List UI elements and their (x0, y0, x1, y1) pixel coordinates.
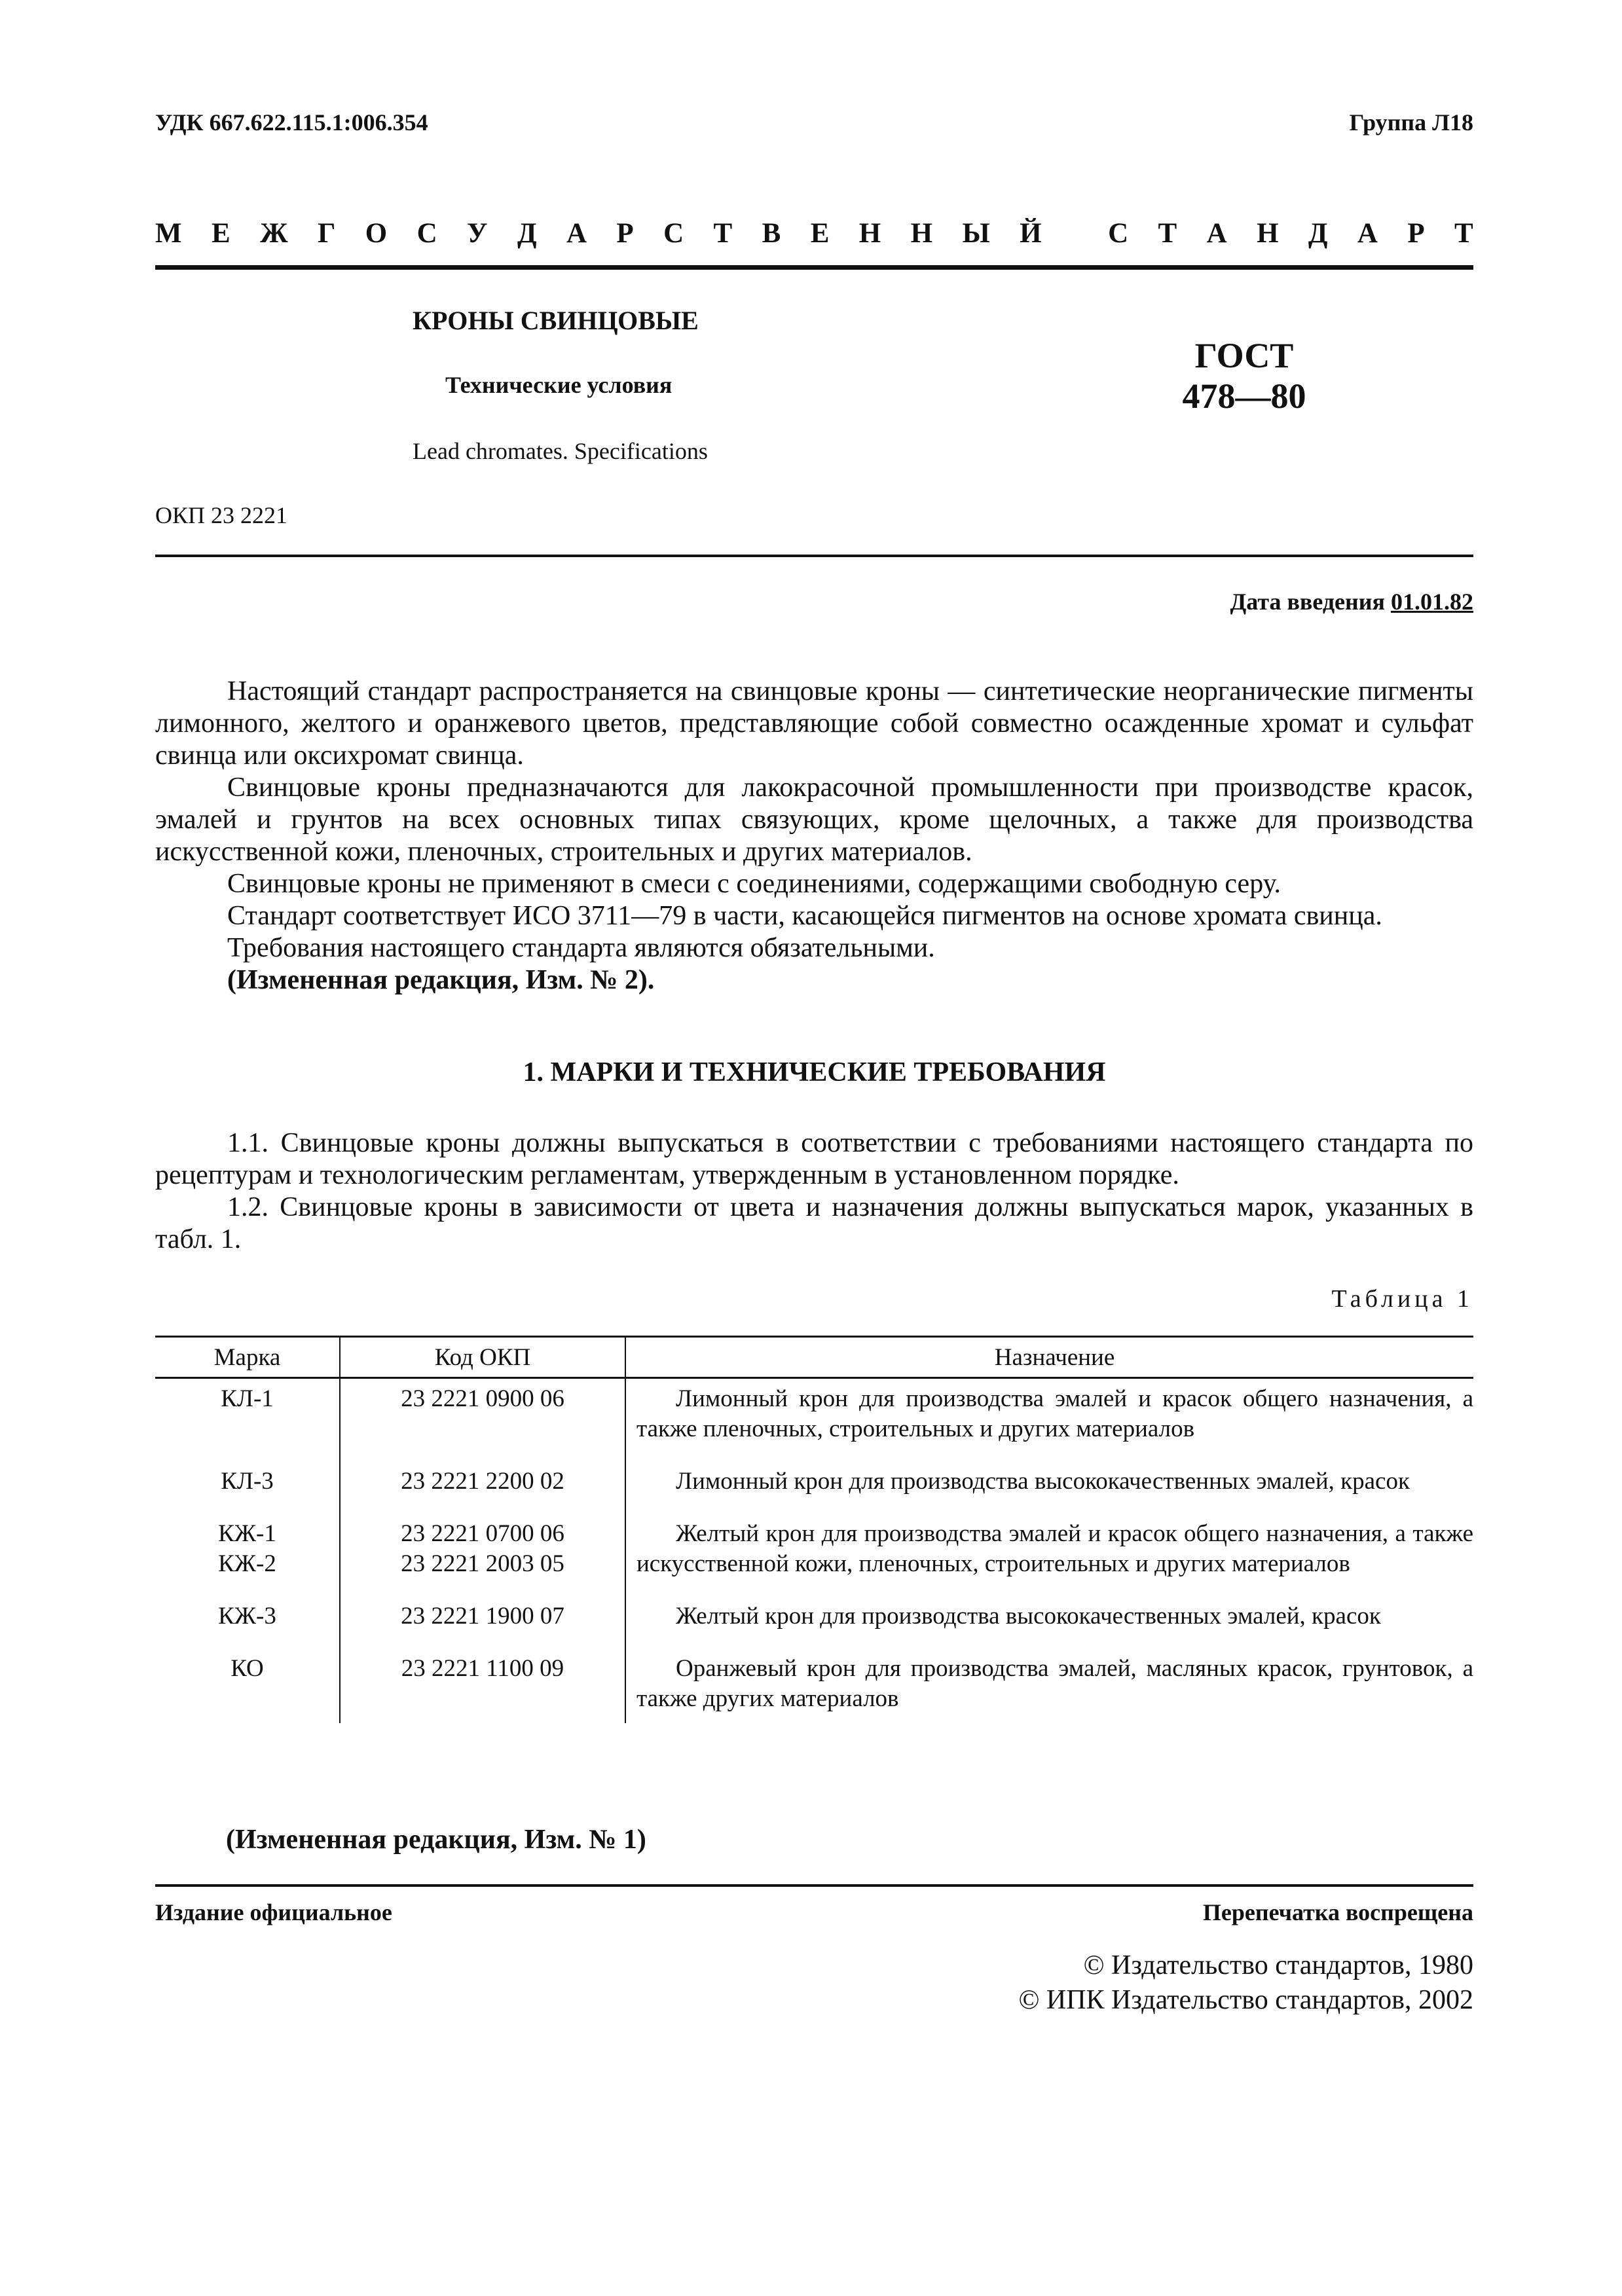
banner-letter: А (1357, 218, 1378, 249)
footer-rule (155, 1884, 1473, 1887)
cell-mark: КЛ-1 (155, 1378, 340, 1454)
clause-1-2: 1.2. Свинцовые кроны в зависимости от цвета и назначения должны выпускаться марок, указанных в табл. 1. (155, 1192, 1473, 1254)
grades-table (155, 1336, 1473, 1723)
cell-code: 23 2221 1900 07 (340, 1588, 625, 1641)
date-value: 01.01.82 (1391, 589, 1473, 615)
header-divider (155, 555, 1473, 557)
amendment-note-1: (Измененная редакция, Изм. № 1) (226, 1825, 646, 1855)
cell-code: 23 2221 1100 09 (340, 1641, 625, 1723)
gost-label: ГОСТ (1194, 336, 1294, 375)
header-mark: Марка (155, 1337, 340, 1378)
cell-mark: КО (155, 1641, 340, 1723)
introduction-date (1230, 588, 1474, 615)
cell-purpose: Лимонный крон для производства эмалей и красок общего назначения, а также пленочных, строительных и других материалов (636, 1385, 1473, 1442)
banner-letter: А (566, 218, 587, 249)
banner-letter: С (416, 218, 437, 249)
cell-code: 23 2221 0900 06 (340, 1378, 625, 1454)
copyright-1980: © Издательство стандартов, 1980 (1083, 1950, 1473, 1980)
standard-banner (155, 217, 1473, 249)
table-row (155, 1588, 1473, 1641)
section-clauses (155, 1127, 1473, 1256)
banner-letter: Д (1308, 218, 1328, 249)
banner-letter: Ы (962, 218, 990, 249)
cell-purpose: Желтый крон для производства высококачественных эмалей, красок (676, 1603, 1381, 1630)
banner-letter: Й (1020, 218, 1042, 249)
intro-text (155, 676, 1473, 996)
banner-letter: Д (517, 218, 537, 249)
banner-letter: С (1108, 218, 1129, 249)
banner-letter: Р (616, 218, 634, 249)
cell-code: 23 2221 2200 02 (340, 1453, 625, 1506)
banner-letter: Т (1454, 218, 1473, 249)
banner-gap (1071, 217, 1078, 249)
banner-letter: Н (1257, 218, 1279, 249)
banner-letter: Г (317, 218, 336, 249)
reprint-notice: Перепечатка воспрещена (1202, 1899, 1473, 1925)
cell-purpose: Желтый крон для производства эмалей и красок общего назначения, а также искусственной кожи, пленочных, строительных и других материалов (636, 1520, 1473, 1577)
group-code: Группа Л18 (1349, 109, 1473, 136)
intro-paragraph: Стандарт соответствует ИСО 3711—79 в части, касающейся пигментов на основе хромата свинца. (227, 901, 1382, 931)
table-row (155, 1453, 1473, 1506)
banner-letter: Р (1407, 218, 1425, 249)
copyright-2002: © ИПК Издательство стандартов, 2002 (1018, 1985, 1473, 2015)
table-row (155, 1641, 1473, 1723)
document-subtitle: Технические условия (445, 372, 673, 398)
udk-code: УДК 667.622.115.1:006.354 (155, 109, 428, 136)
banner-letter: Н (858, 218, 881, 249)
intro-paragraph: Требования настоящего стандарта являются обязательными. (227, 933, 935, 963)
amendment-note-2: (Измененная редакция, Изм. № 2). (227, 965, 655, 995)
banner-letter: У (467, 218, 488, 249)
banner-letter: А (1206, 218, 1227, 249)
cell-code: 23 2221 0700 06 23 2221 2003 05 (340, 1506, 625, 1588)
table-caption: Таблица 1 (1331, 1285, 1473, 1313)
english-title: Lead chromates. Specifications (413, 438, 708, 464)
table-row (155, 1506, 1473, 1588)
document-title: КРОНЫ СВИНЦОВЫЕ (413, 306, 699, 335)
clause-1-1: 1.1. Свинцовые кроны должны выпускаться в соответствии с требованиями настоящего стандарта по рецептурам и технологическим регламентам, утвержденным в установленном порядке. (155, 1128, 1473, 1190)
cell-mark: КЖ-1 КЖ-2 (155, 1506, 340, 1588)
banner-letter: В (762, 218, 781, 249)
header-purpose: Назначение (625, 1337, 1473, 1378)
banner-letter: Е (810, 218, 830, 249)
intro-paragraph: Свинцовые кроны не применяют в смеси с соединениями, содержащими свободную серу. (227, 869, 1281, 899)
official-edition: Издание официальное (155, 1899, 392, 1925)
intro-paragraph: Настоящий стандарт распространяется на свинцовые кроны — синтетические неорганические пигменты лимонного, желтого и оранжевого цветов, представляющие собой совместно осажденные хромат и сульфат свинца или оксихромат свинца. (155, 676, 1473, 771)
cell-mark: КЖ-3 (155, 1588, 340, 1641)
banner-letter: М (155, 218, 182, 249)
banner-letter: Ж (260, 218, 288, 249)
cell-purpose: Лимонный крон для производства высококачественных эмалей, красок (676, 1468, 1410, 1495)
banner-letter: С (663, 218, 684, 249)
gost-number: 478—80 (1182, 376, 1306, 416)
banner-letter: Т (713, 218, 733, 249)
table-row (155, 1378, 1473, 1454)
cell-purpose: Оранжевый крон для производства эмалей, масляных красок, грунтовок, а также других материалов (636, 1655, 1473, 1712)
banner-letter: Е (211, 218, 230, 249)
banner-letter: Н (910, 218, 933, 249)
banner-rule (155, 265, 1473, 270)
okp-code: ОКП 23 2221 (155, 502, 288, 528)
banner-letter: Т (1158, 218, 1177, 249)
banner-letter: О (365, 218, 388, 249)
intro-paragraph: Свинцовые кроны предназначаются для лакокрасочной промышленности при производстве красок, эмалей и грунтов на всех основных типах связующих, кроме щелочных, а также для производства искусственной кожи, пленочных, строительных и других материалов. (155, 773, 1473, 867)
date-label: Дата введения (1230, 589, 1385, 615)
section-heading: 1. МАРКИ И ТЕХНИЧЕСКИЕ ТРЕБОВАНИЯ (523, 1057, 1106, 1087)
cell-mark: КЛ-3 (155, 1453, 340, 1506)
header-code: Код ОКП (340, 1337, 625, 1378)
